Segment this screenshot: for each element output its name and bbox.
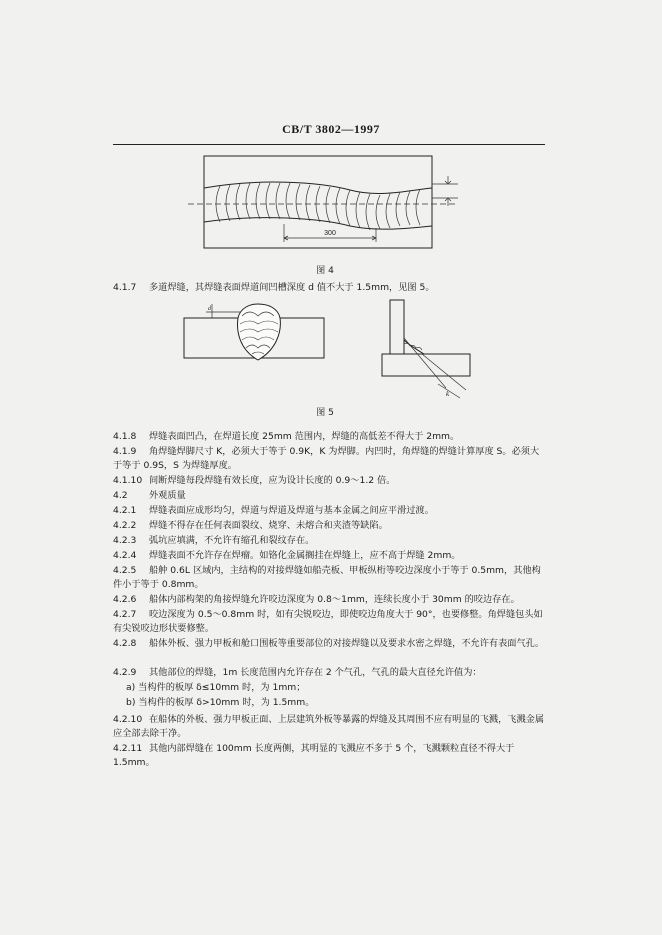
clause-text: 其他部位的焊缝，1m 长度范围内允许存在 2 个气孔，气孔的最大直径允许值为：	[149, 667, 482, 678]
clause-number: 4.1.7	[113, 282, 137, 293]
clause-text: 船体外板、强力甲板和舱口围板等重要部位的对接焊缝以及要求水密之焊缝，不允许有表面气孔。	[149, 638, 545, 649]
paragraph-4-2-5	[113, 564, 545, 592]
paragraph-4-2-8	[113, 637, 545, 651]
clause-text: 焊缝不得存在任何表面裂纹、烧穿、未熔合和夹渣等缺陷。	[149, 520, 388, 531]
fillet-k-label: k	[446, 390, 450, 398]
clause-number: 4.2.3	[113, 535, 137, 546]
paragraph-4-2-10	[113, 713, 545, 741]
clause-number: 4.2.1	[113, 505, 137, 516]
paragraph-4-2-1	[113, 504, 545, 518]
clause-text: 焊缝表面凹凸，在焊道长度 25mm 范围内，焊缝的高低差不得大于 2mm。	[149, 431, 460, 442]
paragraph-4-2-7	[113, 608, 545, 636]
paragraph-4-1-8	[113, 430, 545, 444]
clause-text: 角焊缝焊脚尺寸 K，必须大于等于 0.9K，K 为焊脚。内凹时，角焊缝的焊缝计算厚度 S。必须大于等于 0.9S，S 为焊缝厚度。	[113, 446, 540, 471]
clause-number: 4.1.10	[113, 475, 143, 486]
paragraph-4-2-11	[113, 742, 545, 770]
clause-text: 船舯 0.6L 区域内，主结构的对接焊缝如船壳板、甲板纵桁等咬边深度小于等于 0.5mm，其他构件小于等于 0.8mm。	[113, 565, 541, 590]
clause-number: 4.2.7	[113, 609, 137, 620]
clause-number: 4.2.4	[113, 550, 137, 561]
clause-number: 4.2.2	[113, 520, 137, 531]
clause-number: 4.1.8	[113, 431, 137, 442]
subitem-a: a) 当构件的板厚 δ≤10mm 时，为 1mm；	[126, 682, 306, 693]
clause-number: 4.2.11	[113, 743, 143, 754]
clause-text: 其他内部焊缝在 100mm 长度两侧，其明显的飞溅应不多于 5 个，飞溅颗粒直径不得大于 1.5mm。	[113, 743, 515, 768]
paragraph-4-2-6	[113, 593, 545, 607]
paragraph-4-1-9	[113, 445, 545, 473]
clause-number: 4.1.9	[113, 446, 137, 457]
paragraph-4-2-3	[113, 534, 545, 548]
clause-text: 在船体的外板、强力甲板正面、上层建筑外板等暴露的焊缝及其周围不应有明显的飞溅，飞溅金属应全部去除干净。	[113, 714, 545, 739]
subitem-b: b) 当构件的板厚 δ>10mm 时，为 1.5mm。	[126, 697, 315, 708]
paragraph-4-2-9	[113, 666, 545, 680]
clause-text: 间断焊缝每段焊缝有效长度，应为设计长度的 0.9～1.2 倍。	[149, 475, 396, 486]
figure-4-caption: 图 4	[316, 266, 334, 276]
figure-4-weld-diagram	[180, 154, 470, 250]
page-header: CB/T 3802—1997	[282, 122, 380, 136]
paragraph-4-1-10	[113, 474, 545, 488]
clause-text: 船体内部构架的角接焊缝允许咬边深度为 0.8～1mm，连续长度小于 30mm 的咬边存在。	[149, 594, 520, 605]
clause-text: 弧坑应填满，不允许有缩孔和裂纹存在。	[149, 535, 315, 546]
clause-number: 4.2.10	[113, 714, 143, 725]
figure-5-butt-weld-diagram	[180, 302, 330, 374]
paragraph-4-2-4	[113, 549, 545, 563]
clause-number: 4.2.9	[113, 667, 137, 678]
paragraph-4-2-2	[113, 519, 545, 533]
clause-text: 焊缝表面不允许存在焊瘤。如铬化金属搁挂在焊缝上，应不高于焊缝 2mm。	[149, 550, 461, 561]
clause-number: 4.2.8	[113, 638, 137, 649]
clause-number: 4.2	[113, 490, 128, 501]
clause-text: 咬边深度为 0.5～0.8mm 时，如有尖锐咬边，即使咬边角度大于 90°，也要修整。角焊缝包头如有尖锐咬边形状要修整。	[113, 609, 543, 634]
clause-text: 外观质量	[149, 490, 186, 501]
paragraph-4-1-7	[113, 281, 545, 295]
clause-text: 焊缝表面应成形均匀，焊道与焊道及焊道与基本金属之间应平滑过渡。	[149, 505, 434, 516]
clause-number: 4.2.6	[113, 594, 137, 605]
figure-5-fillet-weld-diagram	[378, 298, 474, 400]
header-rule	[113, 144, 545, 145]
figure-5-caption: 图 5	[316, 408, 334, 418]
clause-number: 4.2.5	[113, 565, 137, 576]
section-4-2-heading	[113, 489, 545, 503]
clause-text: 多道焊缝，其焊缝表面焊道间凹槽深度 d 值不大于 1.5mm，见图 5。	[149, 282, 435, 293]
dimension-300-label: 300	[324, 230, 336, 237]
depth-d-symbol: d	[208, 306, 211, 312]
